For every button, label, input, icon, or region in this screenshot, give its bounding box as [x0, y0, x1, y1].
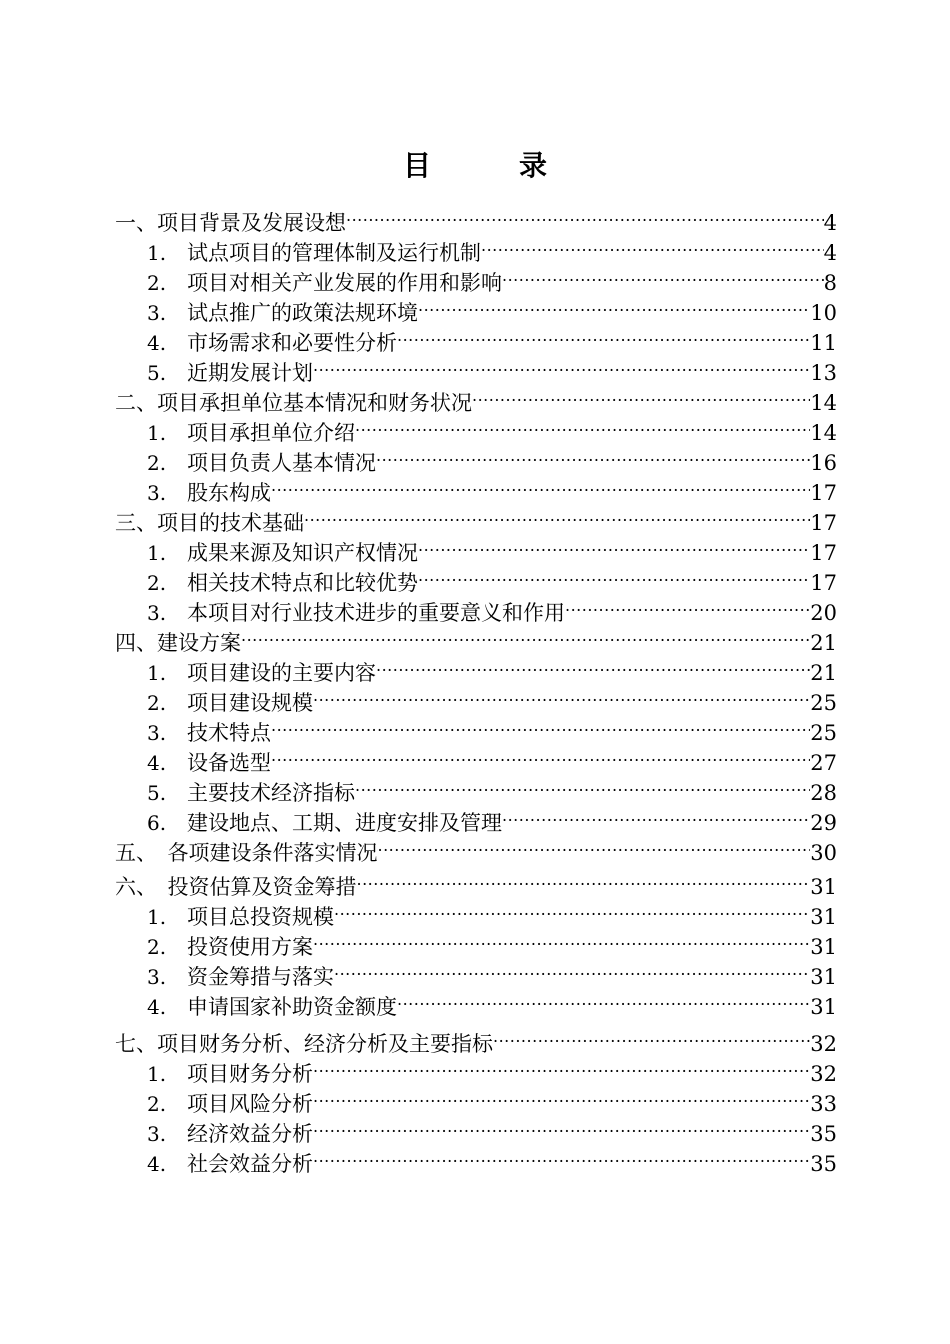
toc-dot-leader — [313, 1141, 810, 1171]
toc-page-number: 31 — [810, 875, 837, 899]
toc-dot-leader — [418, 290, 810, 320]
toc-entry-title-text: 项目承担单位介绍 — [187, 421, 355, 445]
toc-entry-title — [187, 748, 271, 778]
toc-entry-title-text: 相关技术特点和比较优势 — [187, 571, 418, 595]
toc-page-number: 4 — [823, 211, 837, 235]
toc-page-number: 25 — [810, 721, 837, 745]
toc-page-number: 35 — [810, 1122, 837, 1146]
toc-dot-leader — [565, 590, 810, 620]
toc-entry-title-text: 项目背景及发展设想 — [157, 211, 346, 235]
toc-entry-title-text: 项目财务分析 — [187, 1062, 313, 1086]
toc-entry-title — [157, 628, 241, 658]
toc-dot-leader — [346, 200, 824, 230]
toc-dot-leader — [271, 710, 810, 740]
toc-entry-number: 3. — [147, 721, 167, 745]
toc-page-number: 25 — [810, 691, 837, 715]
toc-entry-number: 3. — [147, 481, 167, 505]
toc-entry-number: 4. — [147, 995, 167, 1019]
toc-entry-title-text: 条件落实情况 — [251, 841, 378, 865]
toc-page-number: 17 — [810, 541, 837, 565]
toc-entry-title-text: 展的作用和影响 — [355, 271, 502, 295]
toc-page-number: 30 — [810, 841, 837, 865]
toc-page-number: 10 — [810, 301, 837, 325]
toc-entry-number: 5. — [147, 361, 167, 385]
toc-entry-title-text: 建设方案 — [157, 631, 241, 655]
toc-entry-number: 5. — [147, 781, 167, 805]
toc-page-number: 32 — [810, 1062, 837, 1086]
toc-entry-number: 4. — [147, 331, 167, 355]
toc-dot-leader — [378, 830, 811, 860]
toc-entry-title-text: 股东构成 — [187, 481, 271, 505]
toc-entry-number: 6. — [147, 811, 167, 835]
toc-entry-number: 1. — [147, 541, 167, 565]
toc-page-number: 17 — [810, 481, 837, 505]
toc-chapter-number: 三、 — [115, 511, 157, 535]
toc-entry-title-text: 项目总投资规模 — [187, 905, 334, 929]
toc-entry-title-text: 主要技术经济指标 — [187, 781, 355, 805]
toc-entry-title-text: 市场需求和必要性分析 — [187, 331, 397, 355]
toc-entry-number: 2. — [147, 935, 167, 959]
toc-dot-leader — [376, 440, 810, 470]
toc-dot-leader — [481, 230, 824, 260]
toc-entry-title — [187, 238, 481, 268]
toc-chapter-number: 六、 — [115, 875, 168, 899]
toc-entry-number: 4. — [147, 1152, 167, 1176]
toc-entry-title-text: 项目建设的主要内容 — [187, 661, 376, 685]
toc-chapter-entry[interactable] — [115, 1021, 837, 1056]
toc-entry-title-text: 社会效益分析 — [187, 1152, 313, 1176]
toc-entry-title-text: 投资使用方案 — [187, 935, 313, 959]
toc-page-number: 33 — [810, 1092, 837, 1116]
toc-entry-title-text: 申请国家补助资金额度 — [187, 995, 397, 1019]
toc-entry-title — [187, 1149, 313, 1179]
toc-entry-title-text: 技术特点 — [187, 721, 271, 745]
toc-entry-title-text: 项目的技术基础 — [157, 511, 304, 535]
toc-entry-title-text: 试点推广的政策法规环境 — [187, 301, 418, 325]
toc-dot-leader — [502, 260, 824, 290]
toc-dot-leader — [313, 680, 810, 710]
toc-entry-number: 3. — [147, 601, 167, 625]
toc-entry-title-text: 经济效益分析 — [187, 1122, 313, 1146]
toc-page-number: 28 — [810, 781, 837, 805]
toc-entry-title-text: 资金筹措与落实 — [187, 965, 334, 989]
toc-chapter-entry[interactable] — [115, 200, 837, 235]
toc-page-number: 14 — [810, 421, 837, 445]
toc-entry-title — [157, 208, 346, 238]
toc-dot-leader — [472, 380, 810, 410]
toc-chapter-number: 二、 — [115, 391, 157, 415]
toc-chapter-entry[interactable] — [115, 830, 837, 864]
toc-dot-leader — [313, 1081, 810, 1111]
toc-entry-title-text: 项目承担单位基本情况和财务状况 — [157, 391, 472, 415]
toc-dot-leader — [418, 560, 810, 590]
toc-page-number: 31 — [810, 995, 837, 1019]
toc-dot-leader — [313, 1051, 810, 1081]
toc-chapter-number: 七、 — [115, 1032, 157, 1056]
toc-entry-number: 2. — [147, 1092, 167, 1116]
toc-entry-title-text: 成果来源及知识产权情况 — [187, 541, 418, 565]
toc-entry-title — [187, 418, 355, 448]
toc-dot-leader — [355, 410, 810, 440]
toc-entry-number: 3. — [147, 965, 167, 989]
toc-entry-title — [187, 478, 271, 508]
toc-page-number: 16 — [810, 451, 837, 475]
toc-dot-leader — [376, 650, 810, 680]
toc-page-number: 35 — [810, 1152, 837, 1176]
toc-entry-title — [187, 1089, 313, 1119]
toc-dot-leader — [313, 350, 810, 380]
toc-entry-title-text: 项目财务分析、经济分析及主要指标 — [157, 1032, 493, 1056]
toc-page-number: 27 — [810, 751, 837, 775]
toc-entry-title-text: 项目负责人基本情况 — [187, 451, 376, 475]
toc-entry-title-text: 项目风险分析 — [187, 1092, 313, 1116]
toc-entry-number: 2. — [147, 571, 167, 595]
toc-page-number: 31 — [810, 935, 837, 959]
toc-entry-title — [187, 538, 418, 568]
toc-entry-number: 4. — [147, 751, 167, 775]
toc-page-number: 21 — [810, 661, 837, 685]
toc-dot-leader — [304, 500, 810, 530]
toc-page-number: 17 — [810, 571, 837, 595]
toc-page-number: 31 — [810, 905, 837, 929]
toc-entry-number: 3. — [147, 1122, 167, 1146]
toc-page-number: 21 — [810, 631, 837, 655]
toc-page-number: 29 — [810, 811, 837, 835]
toc-dot-leader — [502, 800, 810, 830]
toc-dot-leader — [271, 470, 810, 500]
toc-entry-title — [187, 962, 334, 992]
toc-entry-number: 1. — [147, 421, 167, 445]
toc-entry-number: 3. — [147, 301, 167, 325]
toc-entry-title-text: 项目建设规模 — [187, 691, 313, 715]
toc-entry-title — [168, 872, 357, 902]
toc-dot-leader — [334, 894, 810, 924]
toc-dot-leader — [313, 924, 810, 954]
toc-dot-leader — [271, 740, 810, 770]
toc-dot-leader — [355, 770, 810, 800]
toc-entry-title — [187, 568, 418, 598]
toc-page-number: 14 — [810, 391, 837, 415]
toc-entry-number: 1. — [147, 1062, 167, 1086]
toc-entry-number: 1. — [147, 905, 167, 929]
toc-entry-title — [187, 718, 271, 748]
toc-entry-title-text: 试点项目的管理体制及运行机制 — [187, 241, 481, 265]
toc-entry-title — [187, 1119, 313, 1149]
toc-entry-title-sans-part: 各项建设 — [167, 841, 252, 865]
toc-page-number: 4 — [823, 241, 837, 265]
toc-dot-leader — [357, 864, 811, 894]
toc-entry-title — [187, 298, 418, 328]
toc-page-number: 13 — [810, 361, 837, 385]
toc-entry-title — [187, 992, 397, 1022]
toc-page-number: 31 — [810, 965, 837, 989]
toc-title: 目 录 — [402, 149, 577, 182]
toc-entry-number: 1. — [147, 661, 167, 685]
toc-entry-title-text: 投资估算及资金筹措 — [167, 875, 357, 899]
toc-dot-leader — [241, 620, 810, 650]
toc-page-number: 32 — [810, 1032, 837, 1056]
toc-entry-title — [187, 1059, 313, 1089]
toc-entry-title — [187, 358, 313, 388]
toc-chapter-number: 一、 — [115, 211, 157, 235]
toc-entry-title-sans-part: 项目对相关产业发 — [187, 271, 355, 295]
toc-entry-title — [168, 836, 378, 870]
toc-entry-number: 1. — [147, 241, 167, 265]
toc-page-number: 20 — [810, 601, 837, 625]
toc-dot-leader — [397, 320, 810, 350]
toc-entry-title-text: 建设地点、工期、进度安排及管理 — [187, 811, 502, 835]
toc-entry-number: 2. — [147, 451, 167, 475]
table-of-contents — [115, 200, 837, 1176]
toc-entry-number: 2. — [147, 271, 167, 295]
toc-entry-title — [187, 902, 334, 932]
toc-dot-leader — [313, 1111, 810, 1141]
toc-entry-title — [157, 508, 304, 538]
toc-dot-leader — [418, 530, 810, 560]
toc-dot-leader — [493, 1021, 810, 1051]
toc-dot-leader — [397, 984, 810, 1014]
toc-entry-title — [187, 932, 313, 962]
toc-page-number: 11 — [810, 331, 837, 355]
toc-entry-title-text: 本项目对行业技术进步的重要意义和作用 — [187, 601, 565, 625]
toc-entry-title-text: 设备选型 — [187, 751, 271, 775]
toc-chapter-number: 四、 — [115, 631, 157, 655]
toc-entry-title-text: 近期发展计划 — [187, 361, 313, 385]
toc-entry-title — [187, 778, 355, 808]
toc-dot-leader — [334, 954, 810, 984]
toc-page-number: 8 — [823, 271, 837, 295]
toc-page-number: 17 — [810, 511, 837, 535]
toc-entry-number: 2. — [147, 691, 167, 715]
toc-chapter-number: 五、 — [115, 841, 168, 865]
